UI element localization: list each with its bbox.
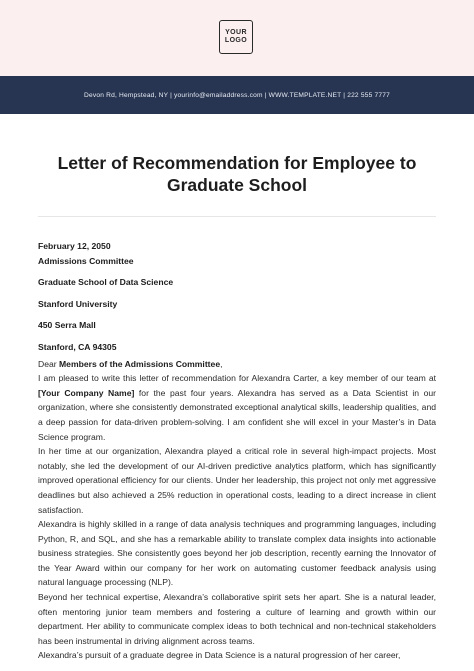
paragraph-5: Alexandra’s pursuit of a graduate degree in Data Science is a natural progression of her career, xyxy=(38,650,401,661)
letter-date: February 12, 2050 xyxy=(38,241,111,251)
paragraph-1 xyxy=(38,371,436,444)
paragraph-1-end: for the past four years. Alexandra has served as a Data Scientist in our organization, where she consistently demonstrated exceptional analytical skills, leadership qualities, and a deep passion for data-driven problem-solving. I am confident she will excel in your Master’s in Data Science program. xyxy=(38,387,437,442)
salutation xyxy=(38,357,436,372)
salutation-suffix: , xyxy=(220,358,223,369)
salutation-name: Members of the Admissions Committee xyxy=(59,358,221,369)
company-placeholder: [Your Company Name] xyxy=(38,387,135,398)
letter-body xyxy=(38,239,436,663)
paragraph-2: In her time at our organization, Alexandra played a critical role in several high-impact projects. Most notably, she led the development of our AI-driven predictive analytics platform, which has significantly improved operational efficiency for our clients. Under her leadership, this project not only met aggressive deadlines but also achieved a 25% reduction in operational costs, leading to a direct increase in client satisfaction. xyxy=(38,446,436,515)
university-name: Stanford University xyxy=(38,298,118,309)
header-band xyxy=(0,0,474,76)
paragraph-1-start: I am pleased to write this letter of recommendation for Alexandra Carter, a key member of our team at xyxy=(38,373,436,384)
contact-bar xyxy=(0,76,474,114)
paragraph-4: Beyond her technical expertise, Alexandra’s collaborative spirit sets her apart. She is a natural leader, often mentoring junior team members and fostering a culture of learning and growth within our department. Her ability to communicate complex ideas to both technical and non-technical stakeholders has been instrumental in driving alignment across teams. xyxy=(38,592,436,646)
salutation-prefix: Dear xyxy=(38,358,60,369)
street-address: 450 Serra Mall xyxy=(38,320,96,331)
logo-placeholder xyxy=(219,20,253,54)
school-name: Graduate School of Data Science xyxy=(38,277,174,288)
contact-info: Devon Rd, Hempstead, NY | yourinfo@emailaddress.com | WWW.TEMPLATE.NET | 222 555 7777 xyxy=(84,91,390,99)
letter-title: Letter of Recommendation for Employee to Graduate School xyxy=(57,153,417,195)
city-address: Stanford, CA 94305 xyxy=(38,341,117,352)
title-divider xyxy=(38,216,436,217)
logo-line-1: YOUR xyxy=(225,29,247,36)
recipient: Admissions Committee xyxy=(38,255,134,266)
paragraph-3: Alexandra is highly skilled in a range of data analysis techniques and programming languages, including Python, R, and SQL, and she has a remarkable ability to translate complex data insights into actionable business strategies. She consistently goes beyond her job description, recently earning the Innovator of the Year Award within our company for her work on automating customer feedback analysis using natural language processing (NLP). xyxy=(38,519,436,588)
logo-line-2: LOGO xyxy=(224,37,248,44)
